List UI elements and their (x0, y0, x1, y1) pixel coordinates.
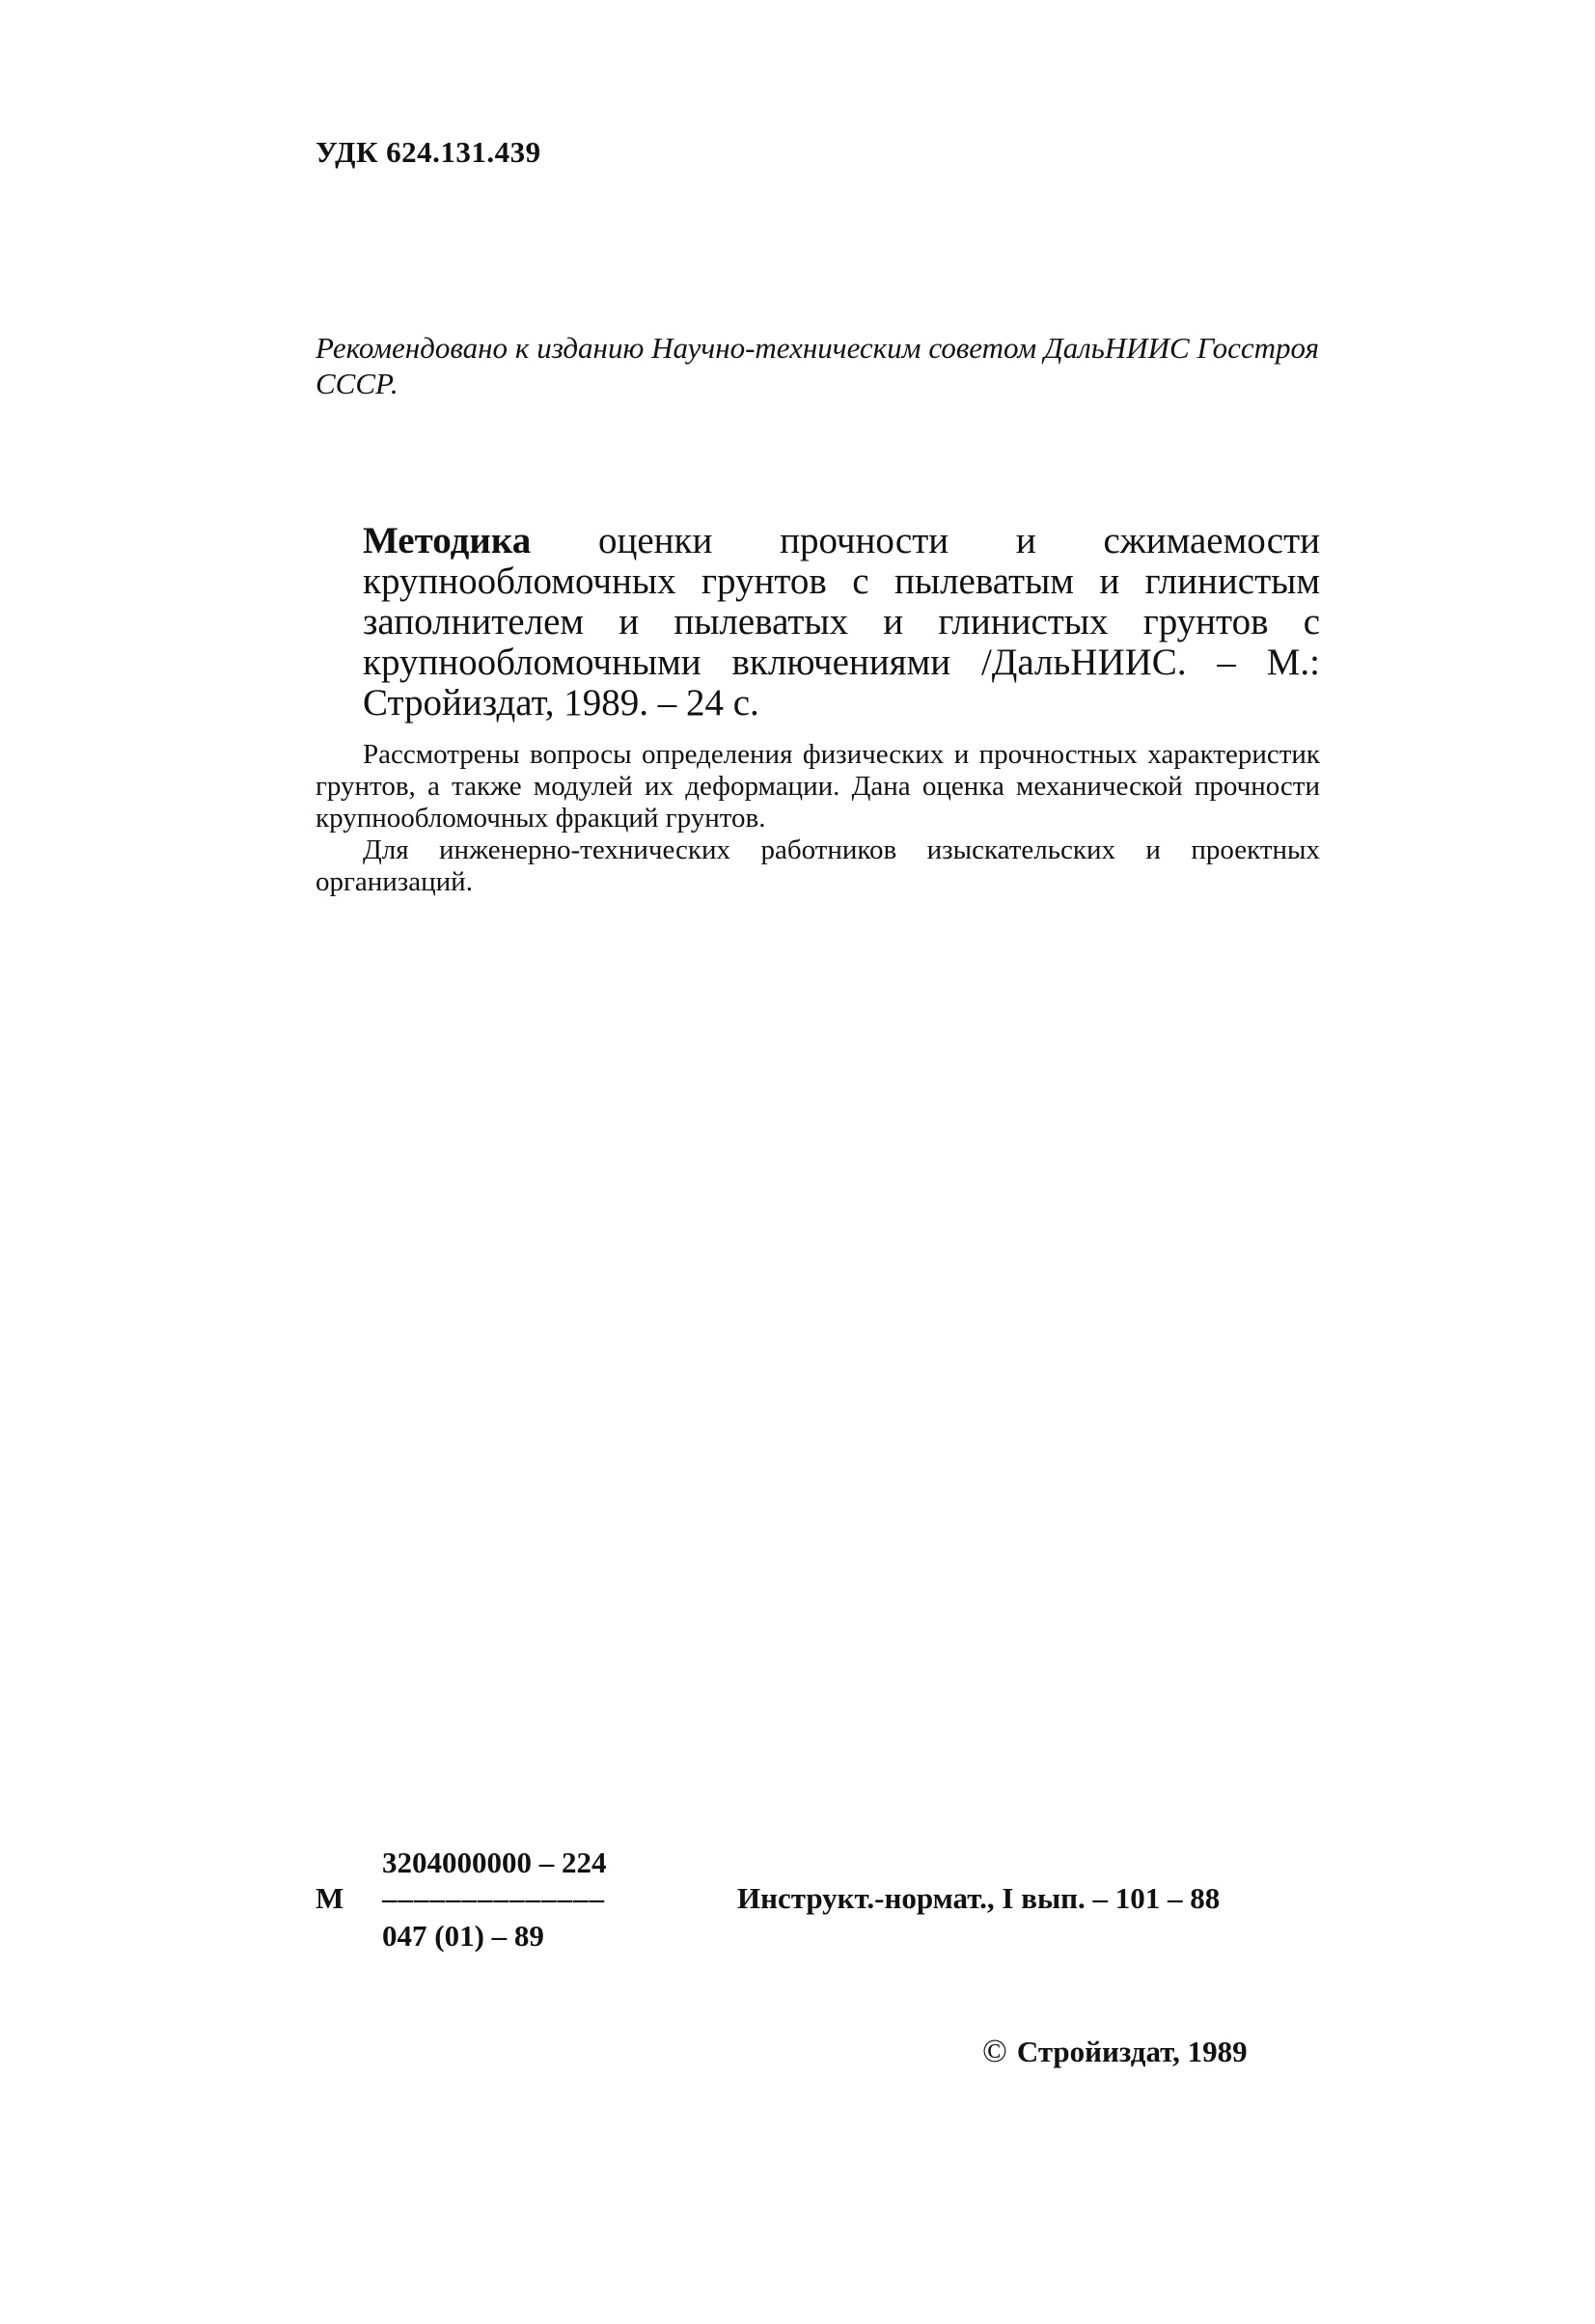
index-fraction-line: –––––––––––––– (382, 1881, 605, 1915)
index-letter: М (316, 1881, 344, 1915)
bibliographic-text: оценки прочности и сжимаемости крупнообломочных грунтов с пылеватым и глинистым заполнителем и пылеватых и глинистых грунтов с крупнообломочными включениями /ДальНИИС. – М.: Стройиздат, 1989. – 24 с. (363, 520, 1320, 724)
publication-index (316, 1846, 1309, 1952)
index-numerator: 3204000000 – 224 (382, 1846, 607, 1879)
annotation-paragraph: Для инженерно-технических работников изыскательских и проектных организаций. (316, 834, 1320, 897)
annotation-paragraph: Рассмотрены вопросы определения физических и прочностных характеристик грунтов, а также модулей их деформации. Дана оценка механической прочности крупнообломочных фракций грунтов. (316, 739, 1320, 834)
copyright-text: Стройиздат, 1989 (1016, 2035, 1248, 2068)
index-denominator: 047 (01) – 89 (382, 1919, 544, 1953)
index-info: Инструкт.-нормат., I вып. – 101 – 88 (737, 1881, 1221, 1915)
copyright-icon: © (982, 2034, 1007, 2069)
book-title-word: Методика (363, 520, 532, 561)
udk-code: УДК 624.131.439 (316, 135, 541, 169)
bibliographic-description (316, 521, 1320, 724)
copyright-notice (982, 2034, 1248, 2070)
publication-recommendation: Рекомендовано к изданию Научно-техническим советом ДальНИИС Госстроя СССР. (316, 331, 1319, 400)
annotation (316, 739, 1320, 898)
